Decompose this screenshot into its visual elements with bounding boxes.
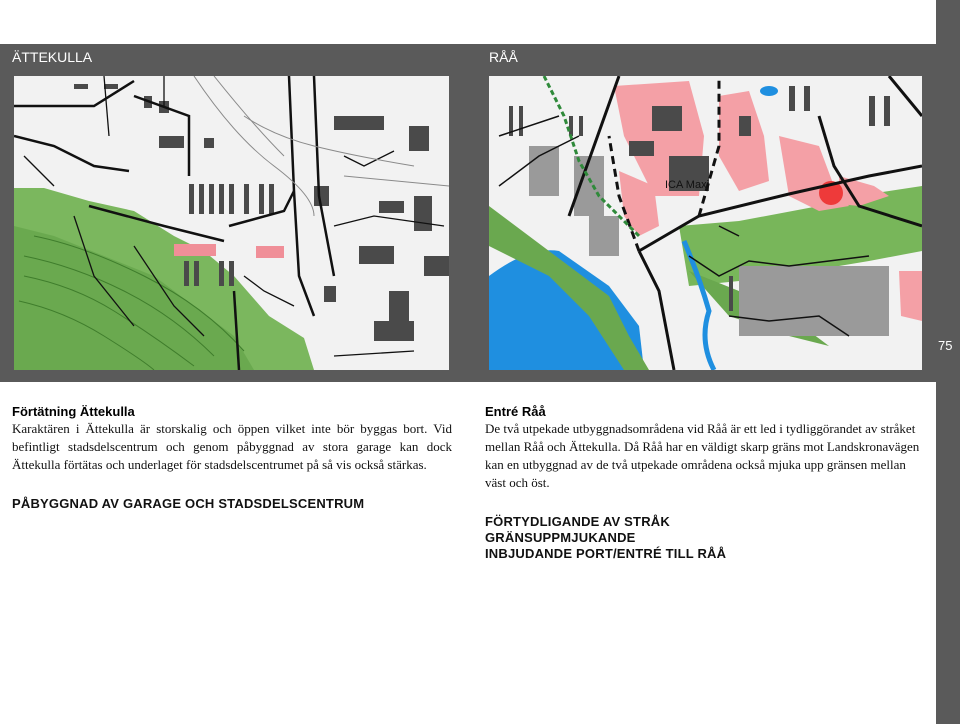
ica-maxi-label: ICA Maxi	[665, 179, 710, 191]
attekulla-caption: PÅBYGGNAD AV GARAGE OCH STADSDELSCENTRUM	[12, 496, 365, 511]
raa-caption-item: GRÄNSUPPMJUKANDE	[485, 530, 636, 545]
raa-text-column	[485, 404, 925, 562]
page-edge-bar	[936, 0, 960, 724]
raa-caption-list	[485, 514, 925, 562]
attekulla-paragraph: Karaktären i Ättekulla är storskalig och öppen vilket inte bör byggas bort. Vid befintligt stadsdelscentrum och genom påbyggnad av stora garage kan dock Ättekulla förtätas och underlaget för stadsdelscentrumet på så vis också stärkas.	[12, 421, 452, 472]
raa-map-graphic	[489, 76, 922, 370]
raa-caption-item: INBJUDANDE PORT/ENTRÉ TILL RÅÅ	[485, 546, 727, 561]
top-margin	[0, 0, 936, 44]
raa-heading: Entré Råå	[485, 404, 546, 419]
attekulla-map	[14, 76, 449, 370]
section-title-attekulla: ÄTTEKULLA	[12, 49, 93, 65]
raa-caption-item: FÖRTYDLIGANDE AV STRÅK	[485, 514, 670, 529]
attekulla-text-column	[12, 404, 452, 512]
attekulla-map-graphic	[14, 76, 449, 370]
section-title-raa: RÅÅ	[489, 49, 518, 65]
attekulla-heading: Förtätning Ättekulla	[12, 404, 135, 419]
raa-paragraph: De två utpekade utbyggnadsområdena vid Råå är ett led i tydliggörandet av stråket mellan Råå och Ättekulla. Då Råå har en väldigt skarp gräns mot Landskronavägen kan en utbyggnad av de två utpekade områdena också mjuka upp gränsen mellan väst och öst.	[485, 421, 920, 490]
raa-map	[489, 76, 922, 370]
page-number: 75	[938, 338, 953, 353]
